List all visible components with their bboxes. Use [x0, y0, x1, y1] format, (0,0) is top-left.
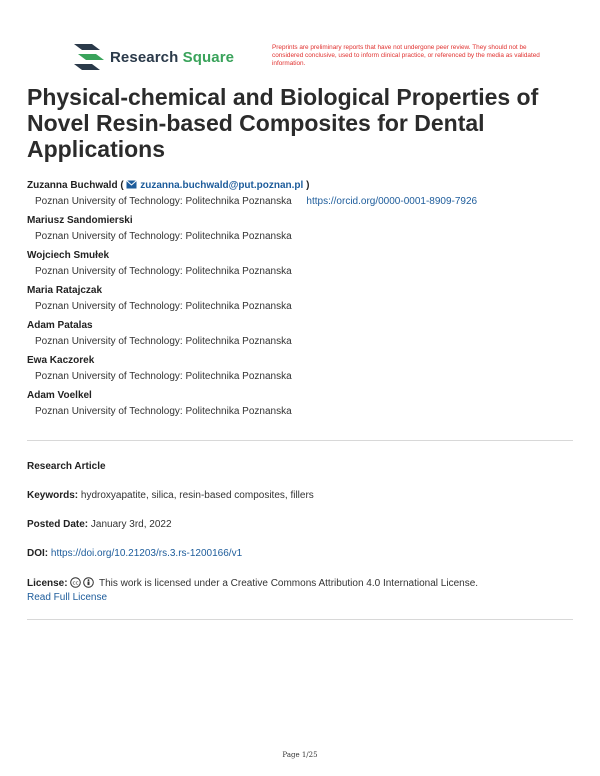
page-number: Page 1/25 [282, 751, 318, 759]
author-email-link[interactable]: zuzanna.buchwald@put.poznan.pl [140, 180, 304, 191]
author-list [27, 180, 587, 425]
brand-header [74, 44, 234, 70]
article-type: Research Article [27, 461, 106, 472]
orcid-link[interactable]: https://orcid.org/0000-0001-8909-7926 [306, 196, 478, 207]
keywords: Keywords: hydroxyapatite, silica, resin-based composites, fillers [27, 490, 314, 501]
author-name: Wojciech Smułek [27, 250, 110, 261]
doi-link[interactable]: https://doi.org/10.21203/rs.3.rs-1200166/v1 [50, 548, 243, 559]
author-affiliation: Poznan University of Technology: Politechnika Poznanska [35, 371, 292, 382]
creative-commons-icon [70, 577, 81, 588]
research-square-logo-icon [74, 44, 104, 70]
divider [27, 440, 573, 441]
doi: DOI: https://doi.org/10.21203/rs.3.rs-1200166/v1 [27, 548, 243, 559]
author-affiliation: Poznan University of Technology: Politechnika Poznanska https://orcid.org/0000-0001-8909-7926 [35, 196, 478, 207]
author-affiliation: Poznan University of Technology: Politechnika Poznanska [35, 231, 292, 242]
brand-name: Research Square [110, 48, 235, 66]
author-name: Adam Patalas [27, 320, 93, 331]
author-name: Adam Voelkel [27, 390, 92, 401]
author-name: Mariusz Sandomierski [27, 215, 133, 226]
author-affiliation: Poznan University of Technology: Politechnika Poznanska [35, 301, 292, 312]
read-full-license-link[interactable]: Read Full License [27, 592, 108, 603]
author-affiliation: Poznan University of Technology: Politechnika Poznanska [35, 406, 292, 417]
email-icon [126, 180, 137, 189]
paper-title: Physical-chemical and Biological Properties of Novel Resin-based Composites for Dental Applications [27, 84, 539, 162]
author-name: Zuzanna Buchwald ( zuzanna.buchwald@put.poznan.pl ) [27, 180, 310, 191]
author-affiliation: Poznan University of Technology: Politechnika Poznanska [35, 336, 292, 347]
svg-text:cc: cc [72, 580, 79, 587]
author-name: Maria Ratajczak [27, 285, 103, 296]
divider [27, 619, 573, 620]
preprint-disclaimer: Preprints are preliminary reports that have not undergone peer review. They should not be considered conclusive, used to inform clinical practice, or referenced by the media as validated information. [272, 44, 540, 67]
author-name: Ewa Kaczorek [27, 355, 95, 366]
posted-date: Posted Date: January 3rd, 2022 [27, 519, 172, 530]
attribution-icon [83, 577, 94, 588]
license: License: cc This work is licensed under a Creative Commons Attribution 4.0 International License. Read Full License [27, 578, 479, 603]
author-affiliation: Poznan University of Technology: Politechnika Poznanska [35, 266, 292, 277]
